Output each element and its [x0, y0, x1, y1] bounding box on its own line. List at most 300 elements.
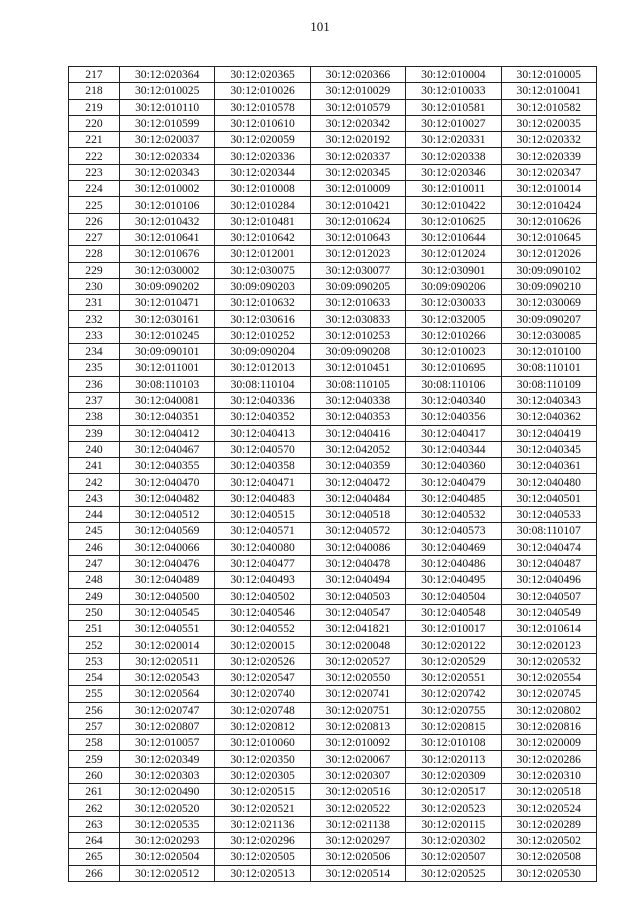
- cadastral-number-cell: 30:08:110107: [501, 523, 596, 539]
- table-row: [69, 441, 597, 457]
- cadastral-number-cell: 30:12:020048: [310, 637, 405, 653]
- cadastral-number-cell: 30:12:040486: [406, 555, 501, 571]
- row-number: 230: [69, 278, 120, 294]
- table-row: [69, 832, 597, 848]
- cadastral-number-cell: 30:12:020751: [310, 702, 405, 718]
- cadastral-number-cell: 30:12:020009: [501, 735, 596, 751]
- cadastral-number-cell: 30:12:020524: [501, 800, 596, 816]
- cadastral-number-cell: 30:12:020345: [310, 164, 405, 180]
- cadastral-number-cell: 30:12:020490: [120, 784, 215, 800]
- table-row: [69, 604, 597, 620]
- cadastral-number-cell: 30:12:040482: [120, 490, 215, 506]
- cadastral-number-cell: 30:12:040552: [215, 621, 310, 637]
- cadastral-number-cell: 30:12:040469: [406, 539, 501, 555]
- cadastral-number-cell: 30:12:020302: [406, 832, 501, 848]
- cadastral-number-cell: 30:12:020346: [406, 164, 501, 180]
- cadastral-number-cell: 30:09:090205: [310, 278, 405, 294]
- cadastral-number-cell: 30:12:010432: [120, 213, 215, 229]
- row-number: 255: [69, 686, 120, 702]
- cadastral-number-cell: 30:12:020526: [215, 653, 310, 669]
- cadastral-number-cell: 30:12:010579: [310, 99, 405, 115]
- cadastral-number-cell: 30:08:110105: [310, 376, 405, 392]
- table-row: [69, 83, 597, 99]
- row-number: 260: [69, 767, 120, 783]
- cadastral-number-cell: 30:12:040412: [120, 425, 215, 441]
- cadastral-number-cell: 30:09:090207: [501, 311, 596, 327]
- table-row: [69, 229, 597, 245]
- cadastral-number-cell: 30:12:020309: [406, 767, 501, 783]
- cadastral-number-cell: 30:12:040352: [215, 409, 310, 425]
- cadastral-number-cell: 30:12:012024: [406, 246, 501, 262]
- cadastral-number-cell: 30:12:040484: [310, 490, 405, 506]
- cadastral-number-cell: 30:12:020334: [120, 148, 215, 164]
- cadastral-number-cell: 30:12:040480: [501, 474, 596, 490]
- cadastral-number-cell: 30:12:010057: [120, 735, 215, 751]
- cadastral-number-cell: 30:12:010626: [501, 213, 596, 229]
- cadastral-number-cell: 30:12:040086: [310, 539, 405, 555]
- cadastral-number-cell: 30:12:010005: [501, 67, 596, 83]
- table-row: [69, 523, 597, 539]
- cadastral-number-cell: 30:12:020113: [406, 751, 501, 767]
- cadastral-numbers-table: [68, 66, 597, 882]
- cadastral-number-cell: 30:12:020015: [215, 637, 310, 653]
- cadastral-number-cell: 30:09:090204: [215, 344, 310, 360]
- cadastral-number-cell: 30:12:010017: [406, 621, 501, 637]
- table-row: [69, 539, 597, 555]
- cadastral-number-cell: 30:12:020014: [120, 637, 215, 653]
- cadastral-number-cell: 30:12:020192: [310, 132, 405, 148]
- row-number: 222: [69, 148, 120, 164]
- cadastral-number-cell: 30:12:020742: [406, 686, 501, 702]
- cadastral-number-cell: 30:12:021138: [310, 816, 405, 832]
- row-number: 223: [69, 164, 120, 180]
- cadastral-number-cell: 30:12:012001: [215, 246, 310, 262]
- cadastral-number-cell: 30:12:030085: [501, 327, 596, 343]
- cadastral-number-cell: 30:12:040483: [215, 490, 310, 506]
- table-row: [69, 278, 597, 294]
- cadastral-number-cell: 30:12:020807: [120, 718, 215, 734]
- cadastral-number-cell: 30:12:040500: [120, 588, 215, 604]
- cadastral-number-cell: 30:09:090208: [310, 344, 405, 360]
- cadastral-number-cell: 30:12:020517: [406, 784, 501, 800]
- cadastral-number-cell: 30:12:010023: [406, 344, 501, 360]
- cadastral-number-cell: 30:12:010614: [501, 621, 596, 637]
- table-row: [69, 115, 597, 131]
- cadastral-number-cell: 30:12:040518: [310, 507, 405, 523]
- cadastral-number-cell: 30:12:010641: [120, 229, 215, 245]
- cadastral-number-cell: 30:12:040413: [215, 425, 310, 441]
- cadastral-number-cell: 30:12:040476: [120, 555, 215, 571]
- cadastral-number-cell: 30:12:020515: [215, 784, 310, 800]
- cadastral-number-cell: 30:12:020525: [406, 865, 501, 881]
- row-number: 262: [69, 800, 120, 816]
- cadastral-number-cell: 30:12:010253: [310, 327, 405, 343]
- cadastral-number-cell: 30:12:010009: [310, 181, 405, 197]
- cadastral-number-cell: 30:12:040494: [310, 572, 405, 588]
- row-number: 261: [69, 784, 120, 800]
- cadastral-number-cell: 30:12:010108: [406, 735, 501, 751]
- table-body: [69, 67, 597, 882]
- cadastral-number-cell: 30:12:020815: [406, 718, 501, 734]
- cadastral-number-cell: 30:12:020551: [406, 669, 501, 685]
- cadastral-number-cell: 30:12:020554: [501, 669, 596, 685]
- table-row: [69, 849, 597, 865]
- table-row: [69, 311, 597, 327]
- cadastral-number-cell: 30:12:040546: [215, 604, 310, 620]
- table-row: [69, 295, 597, 311]
- table-row: [69, 507, 597, 523]
- cadastral-number-cell: 30:12:040343: [501, 392, 596, 408]
- cadastral-number-cell: 30:12:030901: [406, 262, 501, 278]
- cadastral-number-cell: 30:12:020745: [501, 686, 596, 702]
- row-number: 259: [69, 751, 120, 767]
- cadastral-number-cell: 30:12:040573: [406, 523, 501, 539]
- cadastral-number-cell: 30:12:020293: [120, 832, 215, 848]
- row-number: 220: [69, 115, 120, 131]
- cadastral-number-cell: 30:09:090210: [501, 278, 596, 294]
- cadastral-number-cell: 30:09:090102: [501, 262, 596, 278]
- table-row: [69, 458, 597, 474]
- cadastral-number-cell: 30:12:020521: [215, 800, 310, 816]
- row-number: 254: [69, 669, 120, 685]
- cadastral-number-cell: 30:12:020505: [215, 849, 310, 865]
- table-row: [69, 409, 597, 425]
- cadastral-number-cell: 30:12:020035: [501, 115, 596, 131]
- cadastral-number-cell: 30:12:010632: [215, 295, 310, 311]
- cadastral-number-cell: 30:12:030077: [310, 262, 405, 278]
- row-number: 238: [69, 409, 120, 425]
- row-number: 236: [69, 376, 120, 392]
- cadastral-number-cell: 30:12:020504: [120, 849, 215, 865]
- row-number: 232: [69, 311, 120, 327]
- cadastral-number-cell: 30:12:040532: [406, 507, 501, 523]
- cadastral-number-cell: 30:12:040503: [310, 588, 405, 604]
- cadastral-number-cell: 30:12:040547: [310, 604, 405, 620]
- cadastral-number-cell: 30:12:020802: [501, 702, 596, 718]
- cadastral-number-cell: 30:12:040533: [501, 507, 596, 523]
- table-row: [69, 865, 597, 881]
- cadastral-number-cell: 30:08:110104: [215, 376, 310, 392]
- cadastral-number-cell: 30:12:040066: [120, 539, 215, 555]
- cadastral-number-cell: 30:12:020535: [120, 816, 215, 832]
- cadastral-number-cell: 30:12:012023: [310, 246, 405, 262]
- cadastral-number-cell: 30:12:010633: [310, 295, 405, 311]
- cadastral-number-cell: 30:12:020520: [120, 800, 215, 816]
- cadastral-number-cell: 30:12:010252: [215, 327, 310, 343]
- cadastral-number-cell: 30:12:020365: [215, 67, 310, 83]
- row-number: 256: [69, 702, 120, 718]
- cadastral-number-cell: 30:12:020347: [501, 164, 596, 180]
- table-row: [69, 555, 597, 571]
- cadastral-number-cell: 30:12:040353: [310, 409, 405, 425]
- cadastral-number-cell: 30:12:040479: [406, 474, 501, 490]
- cadastral-number-cell: 30:12:040548: [406, 604, 501, 620]
- row-number: 244: [69, 507, 120, 523]
- cadastral-number-cell: 30:08:110106: [406, 376, 501, 392]
- cadastral-number-cell: 30:12:020364: [120, 67, 215, 83]
- cadastral-number-cell: 30:09:090206: [406, 278, 501, 294]
- cadastral-number-cell: 30:12:020305: [215, 767, 310, 783]
- cadastral-number-cell: 30:12:020366: [310, 67, 405, 83]
- cadastral-number-cell: 30:12:010100: [501, 344, 596, 360]
- table-row: [69, 686, 597, 702]
- cadastral-number-cell: 30:12:040477: [215, 555, 310, 571]
- row-number: 248: [69, 572, 120, 588]
- row-number: 241: [69, 458, 120, 474]
- table-row: [69, 246, 597, 262]
- cadastral-number-cell: 30:12:010642: [215, 229, 310, 245]
- cadastral-number-cell: 30:12:040080: [215, 539, 310, 555]
- cadastral-number-cell: 30:12:020332: [501, 132, 596, 148]
- table-row: [69, 132, 597, 148]
- cadastral-number-cell: 30:12:040489: [120, 572, 215, 588]
- cadastral-number-cell: 30:12:010266: [406, 327, 501, 343]
- cadastral-number-cell: 30:08:110109: [501, 376, 596, 392]
- cadastral-number-cell: 30:12:042052: [310, 441, 405, 457]
- table-row: [69, 164, 597, 180]
- cadastral-number-cell: 30:12:030033: [406, 295, 501, 311]
- cadastral-number-cell: 30:12:010027: [406, 115, 501, 131]
- cadastral-number-cell: 30:12:020527: [310, 653, 405, 669]
- cadastral-number-cell: 30:12:040338: [310, 392, 405, 408]
- cadastral-number-cell: 30:12:010041: [501, 83, 596, 99]
- cadastral-number-cell: 30:12:020122: [406, 637, 501, 653]
- cadastral-number-cell: 30:12:020812: [215, 718, 310, 734]
- cadastral-number-cell: 30:12:040416: [310, 425, 405, 441]
- cadastral-number-cell: 30:12:010582: [501, 99, 596, 115]
- cadastral-number-cell: 30:12:020748: [215, 702, 310, 718]
- table-row: [69, 784, 597, 800]
- cadastral-number-cell: 30:12:010004: [406, 67, 501, 83]
- cadastral-number-cell: 30:12:020286: [501, 751, 596, 767]
- cadastral-number-cell: 30:12:040570: [215, 441, 310, 457]
- cadastral-number-cell: 30:12:040345: [501, 441, 596, 457]
- row-number: 233: [69, 327, 120, 343]
- cadastral-number-cell: 30:12:020502: [501, 832, 596, 848]
- cadastral-number-cell: 30:12:020307: [310, 767, 405, 783]
- cadastral-number-cell: 30:12:010014: [501, 181, 596, 197]
- table-row: [69, 621, 597, 637]
- cadastral-number-cell: 30:12:040355: [120, 458, 215, 474]
- row-number: 221: [69, 132, 120, 148]
- row-number: 247: [69, 555, 120, 571]
- cadastral-number-cell: 30:12:040507: [501, 588, 596, 604]
- cadastral-number-cell: 30:12:020530: [501, 865, 596, 881]
- cadastral-number-cell: 30:12:010471: [120, 295, 215, 311]
- cadastral-number-cell: 30:12:040551: [120, 621, 215, 637]
- cadastral-number-cell: 30:12:020123: [501, 637, 596, 653]
- cadastral-number-cell: 30:12:020550: [310, 669, 405, 685]
- cadastral-number-cell: 30:12:010599: [120, 115, 215, 131]
- cadastral-number-cell: 30:12:010026: [215, 83, 310, 99]
- table-row: [69, 588, 597, 604]
- cadastral-number-cell: 30:12:020511: [120, 653, 215, 669]
- cadastral-number-cell: 30:12:010002: [120, 181, 215, 197]
- cadastral-number-cell: 30:12:040351: [120, 409, 215, 425]
- table-row: [69, 653, 597, 669]
- cadastral-number-cell: 30:12:020331: [406, 132, 501, 148]
- row-number: 253: [69, 653, 120, 669]
- cadastral-number-cell: 30:12:010481: [215, 213, 310, 229]
- cadastral-number-cell: 30:12:010284: [215, 197, 310, 213]
- cadastral-number-cell: 30:12:010581: [406, 99, 501, 115]
- cadastral-number-cell: 30:12:020813: [310, 718, 405, 734]
- cadastral-number-cell: 30:12:020303: [120, 767, 215, 783]
- cadastral-number-cell: 30:12:020506: [310, 849, 405, 865]
- table-row: [69, 474, 597, 490]
- cadastral-number-cell: 30:12:030069: [501, 295, 596, 311]
- cadastral-number-cell: 30:12:021136: [215, 816, 310, 832]
- cadastral-number-cell: 30:12:020296: [215, 832, 310, 848]
- cadastral-number-cell: 30:12:020508: [501, 849, 596, 865]
- cadastral-number-cell: 30:12:020513: [215, 865, 310, 881]
- cadastral-number-cell: 30:12:040515: [215, 507, 310, 523]
- row-number: 237: [69, 392, 120, 408]
- row-number: 228: [69, 246, 120, 262]
- cadastral-number-cell: 30:12:040493: [215, 572, 310, 588]
- cadastral-number-cell: 30:12:010625: [406, 213, 501, 229]
- cadastral-number-cell: 30:12:020342: [310, 115, 405, 131]
- cadastral-number-cell: 30:12:011001: [120, 360, 215, 376]
- cadastral-number-cell: 30:12:020741: [310, 686, 405, 702]
- cadastral-number-cell: 30:12:020747: [120, 702, 215, 718]
- row-number: 243: [69, 490, 120, 506]
- table-row: [69, 344, 597, 360]
- cadastral-number-cell: 30:12:040549: [501, 604, 596, 620]
- cadastral-number-cell: 30:12:020740: [215, 686, 310, 702]
- cadastral-number-cell: 30:12:010610: [215, 115, 310, 131]
- row-number: 239: [69, 425, 120, 441]
- cadastral-number-cell: 30:12:030075: [215, 262, 310, 278]
- table-row: [69, 392, 597, 408]
- table-row: [69, 751, 597, 767]
- row-number: 245: [69, 523, 120, 539]
- cadastral-number-cell: 30:12:020816: [501, 718, 596, 734]
- cadastral-number-cell: 30:12:010578: [215, 99, 310, 115]
- cadastral-number-cell: 30:12:020543: [120, 669, 215, 685]
- row-number: 229: [69, 262, 120, 278]
- cadastral-number-cell: 30:12:040545: [120, 604, 215, 620]
- cadastral-number-cell: 30:12:010643: [310, 229, 405, 245]
- cadastral-number-cell: 30:12:032005: [406, 311, 501, 327]
- cadastral-number-cell: 30:12:012026: [501, 246, 596, 262]
- cadastral-number-cell: 30:12:010011: [406, 181, 501, 197]
- cadastral-number-cell: 30:12:010033: [406, 83, 501, 99]
- table-row: [69, 735, 597, 751]
- cadastral-number-cell: 30:12:010421: [310, 197, 405, 213]
- cadastral-number-cell: 30:12:030161: [120, 311, 215, 327]
- cadastral-number-cell: 30:12:020067: [310, 751, 405, 767]
- table-row: [69, 572, 597, 588]
- cadastral-number-cell: 30:12:040478: [310, 555, 405, 571]
- cadastral-number-cell: 30:12:020338: [406, 148, 501, 164]
- cadastral-number-cell: 30:09:090203: [215, 278, 310, 294]
- cadastral-number-cell: 30:12:040356: [406, 409, 501, 425]
- cadastral-number-cell: 30:12:010644: [406, 229, 501, 245]
- cadastral-number-cell: 30:12:030616: [215, 311, 310, 327]
- cadastral-number-cell: 30:12:040359: [310, 458, 405, 474]
- row-number: 217: [69, 67, 120, 83]
- table-row: [69, 425, 597, 441]
- cadastral-number-cell: 30:12:020755: [406, 702, 501, 718]
- cadastral-number-cell: 30:12:020344: [215, 164, 310, 180]
- cadastral-number-cell: 30:12:040340: [406, 392, 501, 408]
- cadastral-number-cell: 30:12:040571: [215, 523, 310, 539]
- cadastral-number-cell: 30:12:040467: [120, 441, 215, 457]
- cadastral-number-cell: 30:12:020310: [501, 767, 596, 783]
- table-row: [69, 669, 597, 685]
- cadastral-number-cell: 30:12:040501: [501, 490, 596, 506]
- row-number: 257: [69, 718, 120, 734]
- cadastral-number-cell: 30:12:010025: [120, 83, 215, 99]
- cadastral-number-cell: 30:12:010060: [215, 735, 310, 751]
- cadastral-number-cell: 30:12:010424: [501, 197, 596, 213]
- table-row: [69, 637, 597, 653]
- row-number: 246: [69, 539, 120, 555]
- cadastral-number-cell: 30:12:010092: [310, 735, 405, 751]
- cadastral-number-cell: 30:12:040472: [310, 474, 405, 490]
- cadastral-number-cell: 30:12:030002: [120, 262, 215, 278]
- row-number: 231: [69, 295, 120, 311]
- page-number: 101: [310, 19, 330, 34]
- row-number: 219: [69, 99, 120, 115]
- row-number: 225: [69, 197, 120, 213]
- table-row: [69, 99, 597, 115]
- table-row: [69, 67, 597, 83]
- cadastral-number-cell: 30:12:020297: [310, 832, 405, 848]
- table-row: [69, 181, 597, 197]
- cadastral-number-cell: 30:12:020115: [406, 816, 501, 832]
- cadastral-number-cell: 30:12:010110: [120, 99, 215, 115]
- cadastral-number-cell: 30:12:040361: [501, 458, 596, 474]
- cadastral-number-cell: 30:12:040419: [501, 425, 596, 441]
- row-number: 224: [69, 181, 120, 197]
- table-row: [69, 767, 597, 783]
- cadastral-number-cell: 30:12:010245: [120, 327, 215, 343]
- cadastral-number-cell: 30:12:040360: [406, 458, 501, 474]
- cadastral-number-cell: 30:12:020507: [406, 849, 501, 865]
- cadastral-number-cell: 30:12:040504: [406, 588, 501, 604]
- cadastral-number-cell: 30:12:020518: [501, 784, 596, 800]
- row-number: 266: [69, 865, 120, 881]
- table-row: [69, 816, 597, 832]
- cadastral-number-cell: 30:12:020037: [120, 132, 215, 148]
- row-number: 234: [69, 344, 120, 360]
- row-number: 250: [69, 604, 120, 620]
- cadastral-number-cell: 30:12:020512: [120, 865, 215, 881]
- cadastral-number-cell: 30:12:010645: [501, 229, 596, 245]
- cadastral-number-cell: 30:12:020514: [310, 865, 405, 881]
- cadastral-number-cell: 30:12:040474: [501, 539, 596, 555]
- cadastral-number-cell: 30:12:020522: [310, 800, 405, 816]
- cadastral-number-cell: 30:12:010695: [406, 360, 501, 376]
- cadastral-number-cell: 30:12:040336: [215, 392, 310, 408]
- cadastral-number-cell: 30:12:040495: [406, 572, 501, 588]
- cadastral-number-cell: 30:12:020349: [120, 751, 215, 767]
- row-number: 263: [69, 816, 120, 832]
- cadastral-number-cell: 30:12:040485: [406, 490, 501, 506]
- cadastral-number-cell: 30:12:040470: [120, 474, 215, 490]
- table-row: [69, 197, 597, 213]
- row-number: 265: [69, 849, 120, 865]
- cadastral-number-cell: 30:12:010422: [406, 197, 501, 213]
- cadastral-number-cell: 30:12:020547: [215, 669, 310, 685]
- cadastral-number-cell: 30:12:020523: [406, 800, 501, 816]
- row-number: 240: [69, 441, 120, 457]
- cadastral-number-cell: 30:12:040502: [215, 588, 310, 604]
- row-number: 226: [69, 213, 120, 229]
- cadastral-number-cell: 30:12:040362: [501, 409, 596, 425]
